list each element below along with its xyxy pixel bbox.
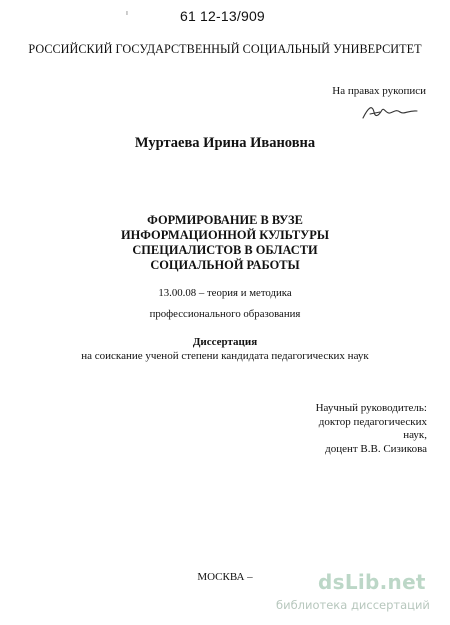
city-year: МОСКВА – — [197, 571, 253, 583]
watermark-subtitle: библиотека диссертаций — [276, 598, 430, 612]
title-line: ИНФОРМАЦИОННОЙ КУЛЬТУРЫ — [120, 228, 330, 242]
dissertation-label: Диссертация — [192, 336, 258, 348]
watermark — [276, 570, 446, 620]
supervisor-label: Научный руководитель: — [315, 402, 427, 414]
specialty-code — [0, 283, 450, 325]
supervisor-name: доцент В.В. Сизикова — [325, 442, 427, 455]
handwritten-signature — [360, 100, 420, 124]
stamp-mark: ı — [126, 10, 128, 17]
supervisor-block — [297, 402, 427, 456]
specialty-line-2: профессионального образования — [149, 308, 301, 320]
watermark-logo: dsLib.net — [318, 570, 426, 594]
title-line: ФОРМИРОВАНИЕ В ВУЗЕ — [147, 213, 303, 227]
specialty-line-1: 13.00.08 – теория и методика — [158, 287, 292, 299]
supervisor-degree: доктор педагогических наук, — [318, 415, 427, 441]
title-line: СПЕЦИАЛИСТОВ В ОБЛАСТИ — [132, 243, 318, 257]
dissertation-subtitle: на соискание ученой степени кандидата педагогических наук — [81, 350, 369, 362]
title-line: СОЦИАЛЬНОЙ РАБОТЫ — [150, 258, 300, 272]
dissertation-title — [0, 213, 450, 273]
university-name: РОССИЙСКИЙ ГОСУДАРСТВЕННЫЙ СОЦИАЛЬНЫЙ УНИВЕРСИТЕТ — [28, 42, 422, 56]
author-name: Муртаева Ирина Ивановна — [134, 135, 316, 151]
archive-stamp-code: 61 12-13/909 — [180, 8, 265, 24]
rights-note: На правах рукописи — [332, 85, 426, 97]
